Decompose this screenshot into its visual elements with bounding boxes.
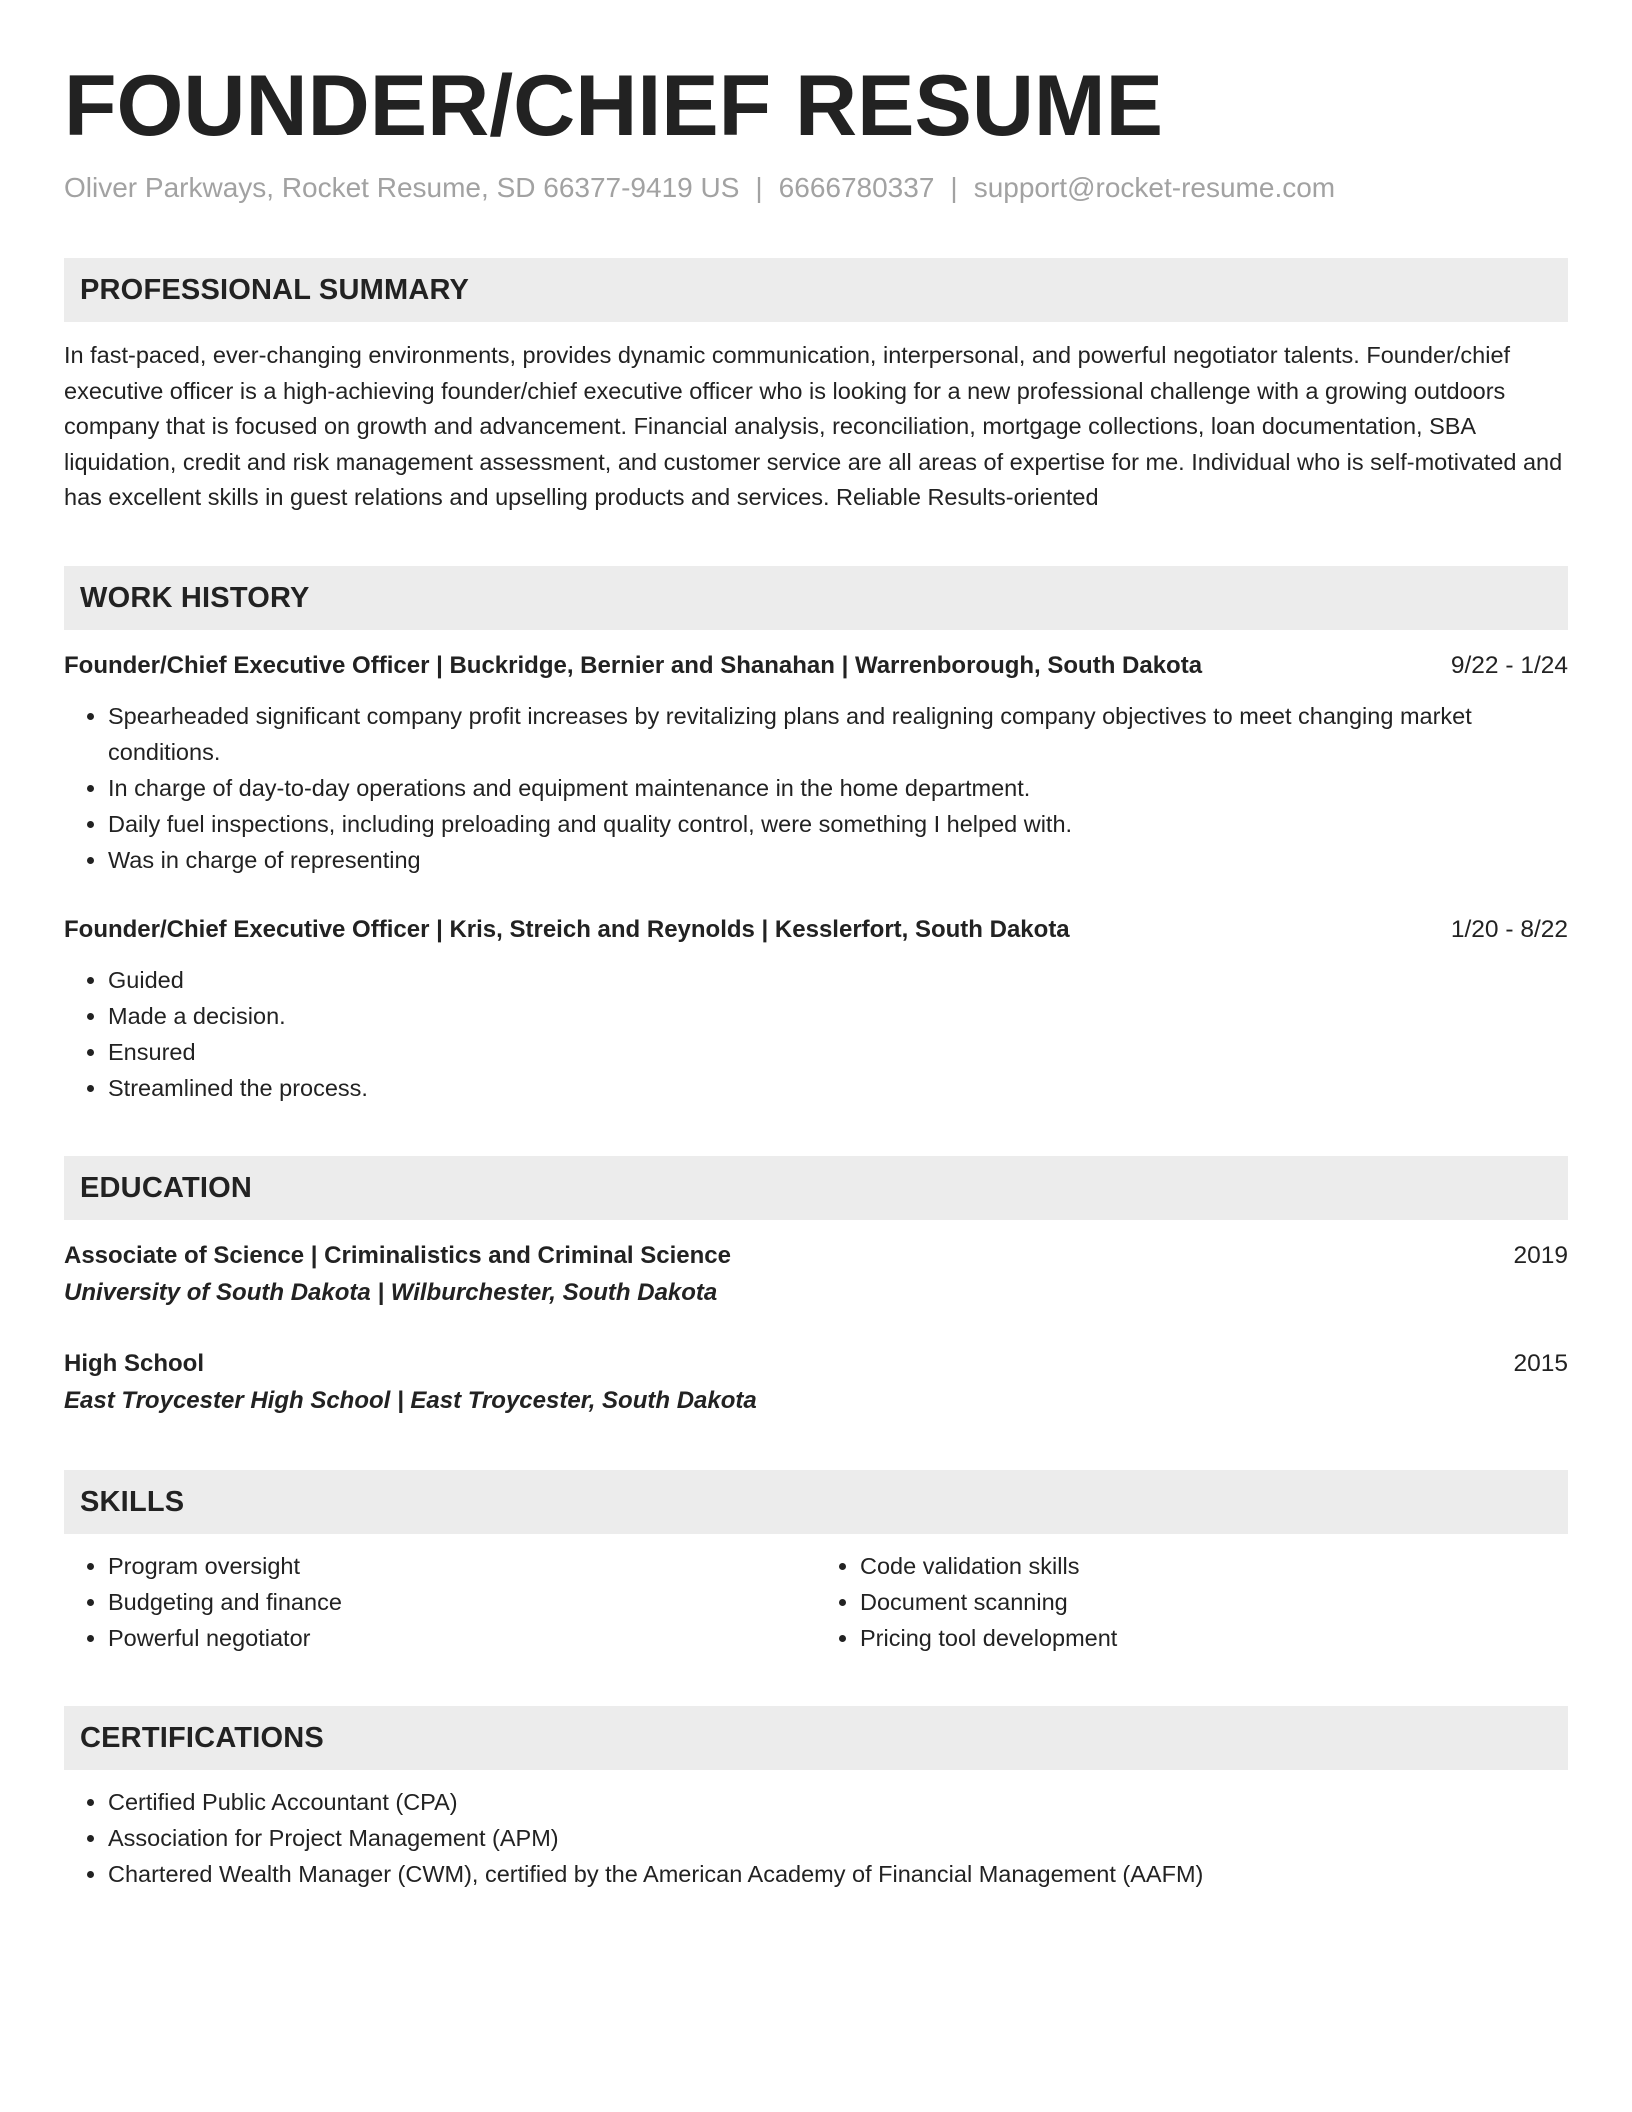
job-dates: 9/22 - 1/24	[1450, 651, 1568, 679]
certification-bullets	[64, 1784, 1568, 1892]
certifications-list	[64, 1784, 1568, 1892]
job-bullet: • In charge of day-to-day operations and equipment maintenance in the home department.	[108, 770, 1568, 806]
education-degree: High School	[64, 1349, 204, 1377]
skills-column-left	[64, 1548, 816, 1656]
job-bullet: • Guided	[108, 962, 1568, 998]
education-degree: Associate of Science | Criminalistics and Criminal Science	[64, 1241, 731, 1269]
education-year: 2019	[1513, 1241, 1568, 1269]
skill-item: • Powerful negotiator	[108, 1620, 816, 1656]
certification-item: • Chartered Wealth Manager (CWM), certified by the American Academy of Financial Management (AAFM)	[108, 1856, 1568, 1892]
job-bullet: • Made a decision.	[108, 998, 1568, 1034]
skill-item: • Budgeting and finance	[108, 1584, 816, 1620]
contact-email: support@rocket-resume.com	[973, 172, 1336, 203]
education-school: East Troycester High School | East Troycester, South Dakota	[64, 1386, 757, 1414]
education-header	[64, 1346, 1568, 1382]
job-bullets	[64, 962, 1568, 1106]
contact-address: Oliver Parkways, Rocket Resume, SD 66377-9419 US	[64, 172, 740, 203]
job-bullet: • Streamlined the process.	[108, 1070, 1568, 1106]
summary-heading: PROFESSIONAL SUMMARY	[64, 258, 1568, 322]
job-bullet: • Spearheaded significant company profit increases by revitalizing plans and realigning company objectives to meet changing market conditions.	[108, 698, 1568, 770]
work-history-heading: WORK HISTORY	[64, 566, 1568, 630]
job-header	[64, 648, 1568, 684]
contact-separator: |	[755, 172, 763, 203]
certifications-heading: CERTIFICATIONS	[64, 1706, 1568, 1770]
skill-item: • Program oversight	[108, 1548, 816, 1584]
education-header	[64, 1238, 1568, 1274]
skill-item: • Code validation skills	[860, 1548, 1568, 1584]
job-title: Founder/Chief Executive Officer | Buckridge, Bernier and Shanahan | Warrenborough, South Dakota	[64, 651, 1203, 679]
job-bullet: • Ensured	[108, 1034, 1568, 1070]
skills-list	[64, 1548, 1568, 1656]
job-title: Founder/Chief Executive Officer | Kris, Streich and Reynolds | Kesslerfort, South Dakota	[64, 915, 1070, 943]
job-entry	[64, 912, 1568, 1106]
job-bullets	[64, 698, 1568, 878]
education-year: 2015	[1513, 1349, 1568, 1377]
skill-item: • Pricing tool development	[860, 1620, 1568, 1656]
job-entry	[64, 648, 1568, 878]
job-bullet: • Daily fuel inspections, including preloading and quality control, were something I helped with.	[108, 806, 1568, 842]
skills-column-right	[816, 1548, 1568, 1656]
education-entry	[64, 1238, 1568, 1312]
resume-title: FOUNDER/CHIEF RESUME	[64, 58, 1163, 154]
skill-item: • Document scanning	[860, 1584, 1568, 1620]
summary-text: In fast-paced, ever-changing environments, provides dynamic communication, interpersonal, and powerful negotiator talents. Founder/chief executive officer is a high-achieving founder/chief executive officer who is looking for a new professional challenge with a growing outdoors company that is focused on growth and advancement. Financial analysis, reconciliation, mortgage collections, loan documentation, SBA liquidation, credit and risk management assessment, and customer service are all areas of expertise for me. Individual who is self-motivated and has excellent skills in guest relations and upselling products and services. Reliable Results-oriented	[64, 342, 1563, 510]
education-heading: EDUCATION	[64, 1156, 1568, 1220]
skills-heading: SKILLS	[64, 1470, 1568, 1534]
certification-item: • Certified Public Accountant (CPA)	[108, 1784, 1568, 1820]
contact-separator: |	[950, 172, 958, 203]
contact-line	[64, 168, 1568, 208]
job-dates: 1/20 - 8/22	[1450, 915, 1568, 943]
education-school: University of South Dakota | Wilburchester, South Dakota	[64, 1278, 718, 1306]
certification-item: • Association for Project Management (APM)	[108, 1820, 1568, 1856]
contact-phone: 6666780337	[778, 172, 935, 203]
job-header	[64, 912, 1568, 948]
job-bullet: • Was in charge of representing	[108, 842, 1568, 878]
education-entry	[64, 1346, 1568, 1420]
